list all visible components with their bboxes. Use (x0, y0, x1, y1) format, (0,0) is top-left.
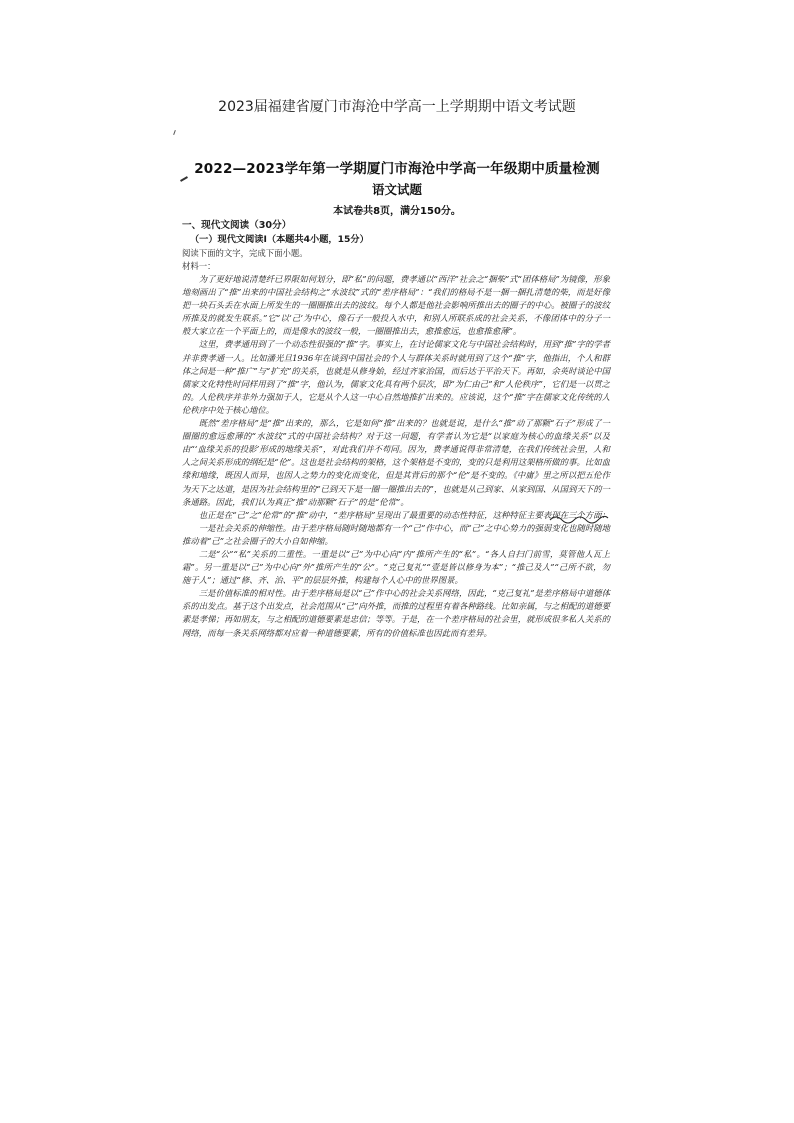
paragraph: 也正是在“己”之“伦常”的“推”动中，“差序格局”呈现出了最重要的动态性特征，这种特征主要表现在三个方面： (198, 509, 610, 520)
page-header: 2023届福建省厦门市海沧中学高一上学期期中语文考试题 (218, 99, 576, 115)
handwritten-underline (548, 512, 610, 524)
exam-info: 本试卷共8页，满分150分。 (333, 206, 461, 217)
material-label: 材料一： (182, 261, 216, 271)
exam-title: 2022—2023学年第一学期厦门市海沧中学高一年级期中质量检测 (194, 161, 600, 177)
section-heading: 一、现代文阅读（30分） (182, 220, 292, 231)
paragraph: 这里，费孝通用到了一个动态性很强的“推”字。事实上，在讨论儒家文化与中国社会结构时，用到“推”字的学者并非费孝通一人。比如潘光旦1936年在谈到中国社会的个人与群体关系时就用到了这个“推”字，他指出，个人和群体之间是一种“推广”与“扩充”的关系，也就是从修身始，经过齐家治国，而后达于平治天下。再如，余英时谈论中国儒家文化特性时同样用到了“推”字，他认为，儒家文化具有两个层次，即“为仁由己”和“人伦秩序”，它们是一以贯之的。人伦秩序并非外力强加于人，它是从个人这一中心自然地推扩出来的。应该说，这个“推”字在儒家文化传统的人伦秩序中处于核心地位。 (182, 339, 610, 415)
exam-subtitle: 语文试题 (371, 182, 422, 197)
scan-mark (173, 130, 176, 135)
document-body (182, 218, 610, 640)
paragraph: 一是社会关系的伸缩性。由于差序格局随时随地都有一个“己”作中心，而“己”之中心势力的强弱变化也随时随地推动着“己”之社会圈子的大小自如伸缩。 (182, 522, 610, 546)
paragraph: 为了更好地说清楚纤已界限如何划分，即“私”的问题，费孝通以“西洋”社会之“捆柴”式“团体格局”为镜像，形象地刻画出了“推”出来的中国社会结构之“水波纹”式的“差序格局”：“我们的格局不是一捆一捆扎清楚的柴，而是好像把一块石头丢在水面上所发生的一圈圈推出去的波纹。每个人都是他社会影响所推出去的圈子的中心。被圈子的波纹所推及的就发生联系。”它“以‘己’为中心，像石子一般投入水中，和别人所联系成的社会关系，不像团体中的分子一般大家立在一个平面上的，而是像水的波纹一般，一圈圈推出去，愈推愈远，也愈推愈薄”。 (182, 274, 610, 337)
subsection-heading: （一）现代文阅读Ⅰ（本题共4小题，15分） (190, 234, 369, 245)
instruction-text: 阅读下面的文字，完成下面小题。 (182, 248, 308, 258)
paragraph: 既然“差序格局”是“推”出来的，那么，它是如何“推”出来的？也就是说，是什么“推”动了那颗“石子”形成了一圈圈的愈远愈薄的“水波纹”式的中国社会结构？对于这一问题，有学者认为它是“以家庭为核心的血缘关系”以及由“‘血缘关系的投影’形成的地缘关系”，对此我们并不苟同。因为，费孝通说得非常清楚，在我们传统社会里，人和人之间关系形成的纲纪是“伦”。这也是社会结构的架格，这个架格是不变的，变的只是利用这架格所做的事。比如血缘和地缘，既因人而异，也因人之势力的变化而变化，但是其背后的那个“伦”是不变的。《中庸》里之所以把五伦作为天下之达道，是因为社会结构里的“已到天下是一圈一圈推出去的”，也就是从己到家、从家到国、从国到天下的一条通路。因此，我们认为真正“推”动那颗“石子”的是“伦常”。 (182, 418, 610, 507)
paragraph: 二是“公”“私”关系的二重性。一重是以“己”为中心向“内”推所产生的“私”。“各人自扫门前雪，莫管他人瓦上霜”。另一重是以“己”为中心向“外”推所产生的“公”。“克己复礼”“壹是皆以修身为本”；“推己及人”“己所不欲，勿施于人”；通过“修、齐、治、平”的层层外推，构建每个人心中的世界图景。 (182, 548, 610, 586)
paragraph: 三是价值标准的相对性。由于差序格局是以“己”作中心的社会关系网络，因此，“克己复礼”是差序格局中道德体系的出发点。基于这个出发点，社会范围从“己”向外推，而推的过程里有着各种路线。比如亲属，与之相配的道德要素是孝悌；再如朋友，与之相配的道德要素是忠信；等等。于是，在一个差序格局的社会里，就形成很多私人关系的网络，而每一条关系网络都对应着一种道德要素，所有的价值标准也因此而有差异。 (182, 588, 610, 638)
